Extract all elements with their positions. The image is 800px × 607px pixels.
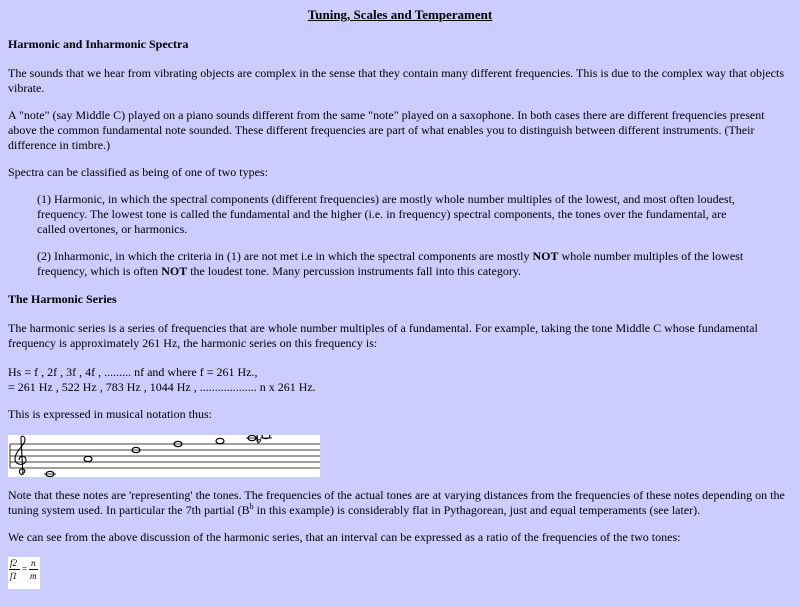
formula-line-2: = 261 Hz , 522 Hz , 783 Hz , 1044 Hz , ................... n x 261 Hz.	[8, 380, 316, 394]
note-c-octave	[84, 456, 92, 461]
ratio-numerator-right: n	[31, 558, 36, 568]
page-title: Tuning, Scales and Temperament	[307, 7, 493, 22]
note-b-flat	[257, 435, 272, 443]
formula-line-1: Hs = f , 2f , 3f , 4f , ......... nf and where f = 261 Hz.,	[8, 365, 258, 379]
ratio-numerator-left: f2	[10, 558, 18, 568]
heading-harmonic-series: The Harmonic Series	[8, 292, 117, 306]
inharmonic-text-b: whole number multiples of the lowest frequency, which is often	[37, 249, 744, 278]
music-staff-image	[8, 435, 320, 477]
ratio-equals: =	[22, 564, 28, 574]
paragraph-note-piano-saxophone: A "note" (say Middle C) played on a piano sounds different from the same "note" played on a saxophone. In both cases there are different frequencies present above the common fundamental note sounded. These different frequencies are part of what enables you to distinguish between different instruments. (Their difference in timbre.)	[8, 108, 765, 152]
inharmonic-text-c: the loudest tone. Many percussion instruments fall into this category.	[187, 264, 522, 278]
paragraph-harmonic-series-definition: The harmonic series is a series of frequencies that are whole number multiples of a fundamental. For example, taking the tone Middle C whose fundamental frequency is approximately 261 Hz, the harmonic series on this frequency is:	[8, 321, 758, 350]
ratio-formula-image	[8, 557, 40, 589]
formula-block	[8, 365, 792, 395]
heading-harmonic-inharmonic-spectra: Harmonic and Inharmonic Spectra	[8, 37, 189, 51]
paragraph-tuning-note	[8, 488, 792, 518]
inharmonic-not-1: NOT	[532, 249, 559, 263]
note-c-low	[44, 471, 56, 476]
flat-superscript: b	[249, 502, 254, 511]
tuning-text-b: in this example) is considerably flat in Pythagorean, just and equal temperaments (see later).	[253, 503, 701, 517]
paragraph-sounds-complex: The sounds that we hear from vibrating objects are complex in the sense that they contain many different frequencies. This is due to the complex way that objects vibrate.	[8, 66, 784, 95]
paragraph-spectra-types: Spectra can be classified as being of one of two types:	[8, 165, 268, 179]
fraction-bar-left	[9, 569, 20, 570]
tuning-text-a: Note that these notes are 'representing' the tones. The frequencies of the actual tones are at varying distances from the frequencies of these notes depending on the tuning system used. In particular the 7th partial (B	[8, 488, 785, 517]
paragraph-interval-ratio: We can see from the above discussion of the harmonic series, that an interval can be expressed as a ratio of the frequencies of the two tones:	[8, 530, 681, 544]
inharmonic-not-2: NOT	[161, 264, 188, 278]
fraction-bar-right	[29, 569, 38, 570]
inharmonic-text-a: (2) Inharmonic, in which the criteria in (1) are not met i.e in which the spectral components are mostly	[37, 249, 533, 263]
list-item-inharmonic	[37, 249, 752, 279]
music-staff-svg	[8, 435, 320, 477]
note-e	[216, 438, 224, 443]
treble-clef-icon	[15, 436, 26, 475]
list-item-harmonic: (1) Harmonic, in which the spectral components (different frequencies) are mostly whole number multiples of the lowest, and most often loudest, frequency. The lowest tone is called the fundamental and the higher (i.e. in frequency) spectral components, the tones over the fundamental, are called overtones, or harmonics.	[37, 192, 735, 236]
ratio-denominator-right: m	[30, 571, 37, 581]
ratio-denominator-left: f1	[10, 571, 18, 581]
paragraph-musical-notation: This is expressed in musical notation thus:	[8, 407, 212, 421]
note-g-high	[246, 435, 258, 440]
page	[0, 7, 800, 589]
